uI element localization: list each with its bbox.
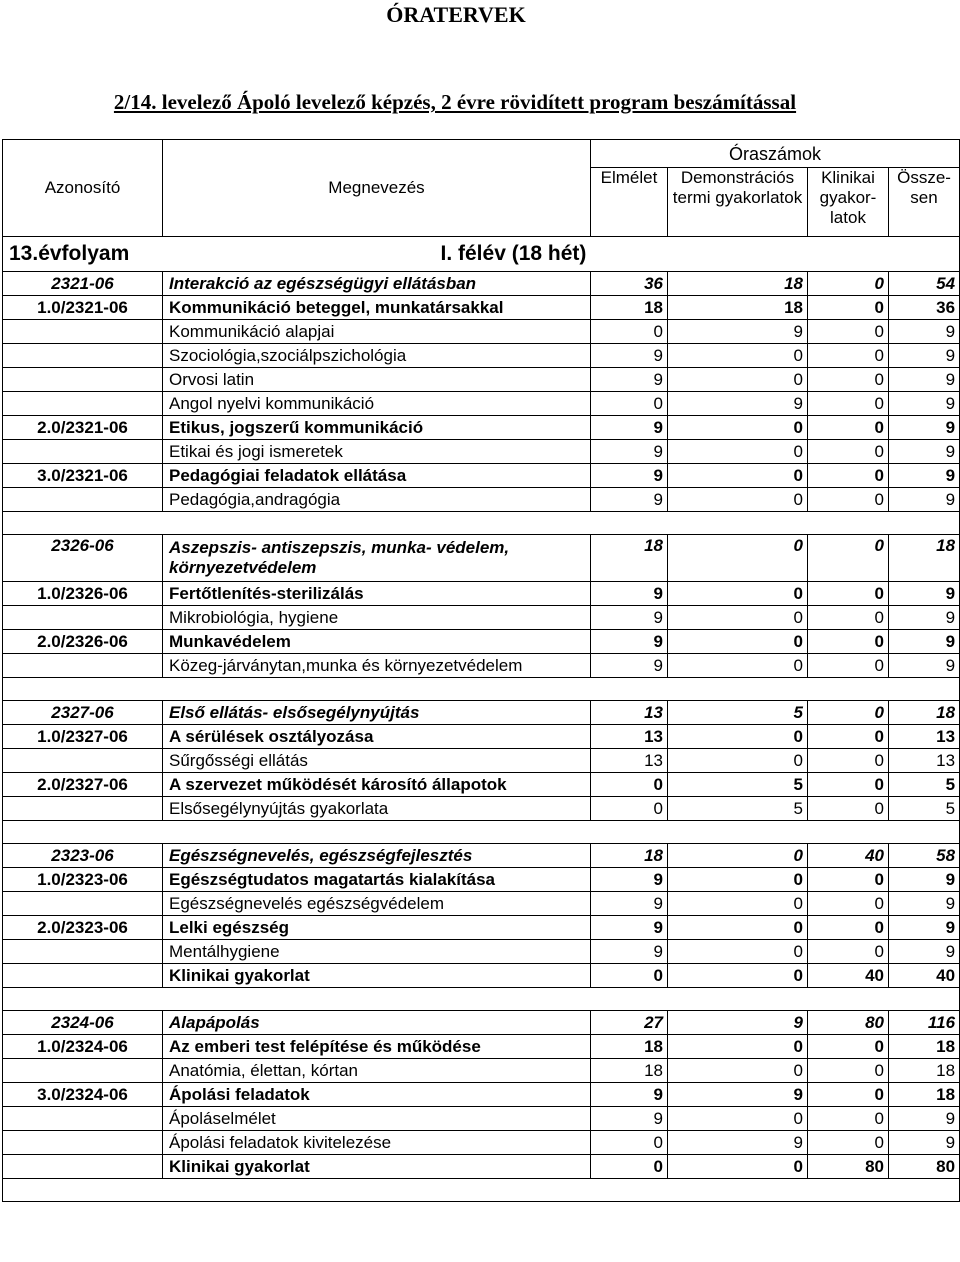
module-row — [3, 1083, 960, 1107]
row-osszesen: 9 — [889, 320, 960, 344]
row-name: A sérülések osztályozása — [163, 725, 591, 749]
row-name: Fertőtlenítés-sterilizálás — [163, 582, 591, 606]
unit-row — [3, 701, 960, 725]
row-demo: 0 — [668, 606, 808, 630]
row-osszesen: 18 — [889, 1035, 960, 1059]
row-id — [3, 749, 163, 773]
row-name: Interakció az egészségügyi ellátásban — [163, 272, 591, 296]
row-osszesen: 9 — [889, 344, 960, 368]
row-name: Lelki egészség — [163, 916, 591, 940]
spacer-row — [3, 821, 960, 844]
row-demo: 0 — [668, 940, 808, 964]
row-elmelet: 0 — [591, 320, 668, 344]
spacer-row — [3, 678, 960, 701]
row-klinikai: 0 — [808, 1035, 889, 1059]
spacer-row — [3, 1179, 960, 1202]
row-klinikai: 0 — [808, 344, 889, 368]
module-row — [3, 464, 960, 488]
row-id: 3.0/2324-06 — [3, 1083, 163, 1107]
row-osszesen: 18 — [889, 1059, 960, 1083]
row-demo: 0 — [668, 654, 808, 678]
row-klinikai: 0 — [808, 725, 889, 749]
row-elmelet: 18 — [591, 1035, 668, 1059]
unit-row — [3, 272, 960, 296]
row-klinikai: 0 — [808, 296, 889, 320]
spacer-cell — [3, 988, 960, 1011]
module-row — [3, 582, 960, 606]
row-klinikai: 0 — [808, 272, 889, 296]
row-osszesen: 9 — [889, 488, 960, 512]
page-title: ÓRATERVEK — [386, 2, 526, 27]
row-elmelet: 13 — [591, 725, 668, 749]
row-klinikai: 40 — [808, 964, 889, 988]
row-klinikai: 0 — [808, 582, 889, 606]
row-elmelet: 9 — [591, 1083, 668, 1107]
semester-row — [3, 237, 960, 272]
row-name: Pedagógiai feladatok ellátása — [163, 464, 591, 488]
row-osszesen: 58 — [889, 844, 960, 868]
subject-row — [3, 606, 960, 630]
row-name: Aszepszis- antiszepszis, munka- védelem, környezetvédelem — [163, 535, 591, 582]
row-osszesen: 9 — [889, 392, 960, 416]
module-row — [3, 964, 960, 988]
row-id: 2.0/2321-06 — [3, 416, 163, 440]
row-name: Alapápolás — [163, 1011, 591, 1035]
row-name: Munkavédelem — [163, 630, 591, 654]
row-elmelet: 18 — [591, 844, 668, 868]
row-demo: 0 — [668, 368, 808, 392]
row-osszesen: 18 — [889, 535, 960, 582]
row-osszesen: 9 — [889, 1107, 960, 1131]
row-klinikai: 0 — [808, 488, 889, 512]
row-demo: 9 — [668, 392, 808, 416]
row-osszesen: 18 — [889, 701, 960, 725]
row-id: 2323-06 — [3, 844, 163, 868]
row-name: Ápolási feladatok — [163, 1083, 591, 1107]
module-row — [3, 1035, 960, 1059]
row-demo: 0 — [668, 630, 808, 654]
subject-row — [3, 797, 960, 821]
row-klinikai: 0 — [808, 1131, 889, 1155]
row-demo: 0 — [668, 582, 808, 606]
row-demo: 0 — [668, 535, 808, 582]
row-osszesen: 36 — [889, 296, 960, 320]
row-osszesen: 5 — [889, 773, 960, 797]
row-id — [3, 1155, 163, 1179]
row-id: 2326-06 — [3, 535, 163, 582]
unit-row — [3, 844, 960, 868]
row-elmelet: 9 — [591, 488, 668, 512]
row-klinikai: 0 — [808, 940, 889, 964]
row-id — [3, 654, 163, 678]
row-elmelet: 36 — [591, 272, 668, 296]
curriculum-table-body — [3, 140, 960, 1202]
row-klinikai: 80 — [808, 1155, 889, 1179]
row-osszesen: 80 — [889, 1155, 960, 1179]
row-demo: 0 — [668, 964, 808, 988]
year-label: 13.évfolyam — [3, 237, 163, 272]
row-demo: 0 — [668, 1059, 808, 1083]
header-elmelet: Elmélet — [591, 168, 668, 237]
row-elmelet: 9 — [591, 440, 668, 464]
row-klinikai: 0 — [808, 1083, 889, 1107]
row-osszesen: 54 — [889, 272, 960, 296]
row-demo: 5 — [668, 773, 808, 797]
subject-row — [3, 1059, 960, 1083]
row-klinikai: 0 — [808, 701, 889, 725]
row-klinikai: 0 — [808, 892, 889, 916]
row-id: 1.0/2324-06 — [3, 1035, 163, 1059]
row-klinikai: 0 — [808, 654, 889, 678]
row-klinikai: 0 — [808, 1059, 889, 1083]
row-id: 1.0/2321-06 — [3, 296, 163, 320]
row-name: Egészségnevelés, egészségfejlesztés — [163, 844, 591, 868]
header-klinikai: Klinikai gyakor-latok — [808, 168, 889, 237]
row-name: Ápolási feladatok kivitelezése — [163, 1131, 591, 1155]
row-elmelet: 9 — [591, 464, 668, 488]
row-osszesen: 9 — [889, 416, 960, 440]
spacer-row — [3, 512, 960, 535]
row-name: Etikus, jogszerű kommunikáció — [163, 416, 591, 440]
unit-row — [3, 1011, 960, 1035]
row-osszesen: 9 — [889, 440, 960, 464]
row-id — [3, 1131, 163, 1155]
row-osszesen: 40 — [889, 964, 960, 988]
row-name: Klinikai gyakorlat — [163, 964, 591, 988]
row-elmelet: 0 — [591, 964, 668, 988]
row-osszesen: 9 — [889, 606, 960, 630]
row-klinikai: 0 — [808, 392, 889, 416]
row-elmelet: 9 — [591, 606, 668, 630]
row-klinikai: 0 — [808, 868, 889, 892]
row-name: Elsősegélynyújtás gyakorlata — [163, 797, 591, 821]
row-id — [3, 440, 163, 464]
row-id: 1.0/2323-06 — [3, 868, 163, 892]
header-row-top — [3, 140, 960, 168]
row-id: 2321-06 — [3, 272, 163, 296]
subject-row — [3, 1131, 960, 1155]
row-demo: 0 — [668, 916, 808, 940]
row-name: Kommunikáció alapjai — [163, 320, 591, 344]
header-megnevezes: Megnevezés — [163, 140, 591, 237]
row-demo: 9 — [668, 1011, 808, 1035]
row-id — [3, 940, 163, 964]
row-elmelet: 9 — [591, 1107, 668, 1131]
program-subtitle: 2/14. levelező Ápoló levelező képzés, 2 évre rövidített program beszámítással — [113, 90, 797, 114]
module-row — [3, 630, 960, 654]
row-name: Etikai és jogi ismeretek — [163, 440, 591, 464]
row-elmelet: 0 — [591, 797, 668, 821]
row-name: Közeg-járványtan,munka és környezetvédelem — [163, 654, 591, 678]
row-demo: 5 — [668, 797, 808, 821]
row-id — [3, 1107, 163, 1131]
row-id: 2327-06 — [3, 701, 163, 725]
row-klinikai: 0 — [808, 440, 889, 464]
row-demo: 9 — [668, 1083, 808, 1107]
header-azonosito: Azonosító — [3, 140, 163, 237]
row-osszesen: 5 — [889, 797, 960, 821]
row-demo: 0 — [668, 488, 808, 512]
row-osszesen: 18 — [889, 1083, 960, 1107]
row-demo: 18 — [668, 296, 808, 320]
row-demo: 0 — [668, 416, 808, 440]
spacer-cell — [3, 821, 960, 844]
row-id: 3.0/2321-06 — [3, 464, 163, 488]
row-elmelet: 18 — [591, 1059, 668, 1083]
row-klinikai: 0 — [808, 535, 889, 582]
row-elmelet: 0 — [591, 392, 668, 416]
row-klinikai: 0 — [808, 1107, 889, 1131]
row-name: Pedagógia,andragógia — [163, 488, 591, 512]
subject-row — [3, 344, 960, 368]
row-klinikai: 0 — [808, 464, 889, 488]
row-klinikai: 0 — [808, 916, 889, 940]
row-osszesen: 9 — [889, 916, 960, 940]
row-id — [3, 344, 163, 368]
row-name: Az emberi test felépítése és működése — [163, 1035, 591, 1059]
row-id — [3, 964, 163, 988]
module-row — [3, 296, 960, 320]
row-id — [3, 606, 163, 630]
row-elmelet: 0 — [591, 773, 668, 797]
row-elmelet: 9 — [591, 654, 668, 678]
module-row — [3, 1155, 960, 1179]
subject-row — [3, 749, 960, 773]
row-elmelet: 13 — [591, 749, 668, 773]
row-osszesen: 13 — [889, 749, 960, 773]
spacer-cell — [3, 678, 960, 701]
row-klinikai: 80 — [808, 1011, 889, 1035]
row-demo: 9 — [668, 1131, 808, 1155]
row-elmelet: 9 — [591, 344, 668, 368]
row-name: Ápoláselmélet — [163, 1107, 591, 1131]
row-demo: 0 — [668, 1035, 808, 1059]
row-elmelet: 13 — [591, 701, 668, 725]
row-osszesen: 9 — [889, 892, 960, 916]
row-osszesen: 9 — [889, 940, 960, 964]
subject-row — [3, 368, 960, 392]
header-oraszamok: Óraszámok — [591, 140, 960, 168]
curriculum-table — [2, 139, 960, 1202]
row-klinikai: 0 — [808, 606, 889, 630]
row-elmelet: 18 — [591, 296, 668, 320]
row-id: 2.0/2326-06 — [3, 630, 163, 654]
module-row — [3, 916, 960, 940]
row-elmelet: 9 — [591, 940, 668, 964]
row-osszesen: 9 — [889, 368, 960, 392]
row-demo: 0 — [668, 892, 808, 916]
row-osszesen: 9 — [889, 654, 960, 678]
subject-row — [3, 392, 960, 416]
row-osszesen: 9 — [889, 582, 960, 606]
module-row — [3, 725, 960, 749]
row-klinikai: 0 — [808, 773, 889, 797]
row-elmelet: 9 — [591, 630, 668, 654]
row-klinikai: 0 — [808, 416, 889, 440]
row-id — [3, 1059, 163, 1083]
row-name: Egészségnevelés egészségvédelem — [163, 892, 591, 916]
row-id — [3, 797, 163, 821]
row-elmelet: 27 — [591, 1011, 668, 1035]
row-name: Kommunikáció beteggel, munkatársakkal — [163, 296, 591, 320]
row-demo: 9 — [668, 320, 808, 344]
unit-row — [3, 535, 960, 582]
row-elmelet: 0 — [591, 1155, 668, 1179]
header-osszesen: Össze-sen — [889, 168, 960, 237]
row-klinikai: 0 — [808, 749, 889, 773]
row-demo: 0 — [668, 1107, 808, 1131]
spacer-cell — [3, 1179, 960, 1202]
module-row — [3, 868, 960, 892]
row-demo: 0 — [668, 1155, 808, 1179]
row-elmelet: 0 — [591, 1131, 668, 1155]
row-name: Klinikai gyakorlat — [163, 1155, 591, 1179]
row-id: 1.0/2326-06 — [3, 582, 163, 606]
row-id — [3, 892, 163, 916]
header-demo: Demonstrációs termi gyakorlatok — [668, 168, 808, 237]
row-name: Mikrobiológia, hygiene — [163, 606, 591, 630]
spacer-cell — [3, 512, 960, 535]
subject-row — [3, 488, 960, 512]
row-demo: 0 — [668, 844, 808, 868]
row-osszesen: 116 — [889, 1011, 960, 1035]
row-osszesen: 9 — [889, 630, 960, 654]
module-row — [3, 416, 960, 440]
row-elmelet: 9 — [591, 916, 668, 940]
row-elmelet: 9 — [591, 368, 668, 392]
row-elmelet: 9 — [591, 416, 668, 440]
row-id — [3, 392, 163, 416]
spacer-row — [3, 988, 960, 1011]
subject-row — [3, 440, 960, 464]
row-id — [3, 368, 163, 392]
row-name: Első ellátás- elsősegélynyújtás — [163, 701, 591, 725]
row-name: Sűrgősségi ellátás — [163, 749, 591, 773]
row-elmelet: 9 — [591, 892, 668, 916]
subject-row — [3, 320, 960, 344]
row-id: 1.0/2327-06 — [3, 725, 163, 749]
row-name: Orvosi latin — [163, 368, 591, 392]
row-osszesen: 9 — [889, 1131, 960, 1155]
row-demo: 0 — [668, 725, 808, 749]
row-demo: 0 — [668, 749, 808, 773]
row-elmelet: 9 — [591, 868, 668, 892]
row-osszesen: 9 — [889, 464, 960, 488]
row-id: 2.0/2323-06 — [3, 916, 163, 940]
row-name: Angol nyelvi kommunikáció — [163, 392, 591, 416]
module-row — [3, 773, 960, 797]
row-id: 2324-06 — [3, 1011, 163, 1035]
row-id: 2.0/2327-06 — [3, 773, 163, 797]
row-demo: 0 — [668, 868, 808, 892]
row-klinikai: 40 — [808, 844, 889, 868]
subject-row — [3, 940, 960, 964]
row-klinikai: 0 — [808, 368, 889, 392]
row-demo: 0 — [668, 464, 808, 488]
row-osszesen: 13 — [889, 725, 960, 749]
row-id — [3, 320, 163, 344]
row-id — [3, 488, 163, 512]
row-demo: 5 — [668, 701, 808, 725]
row-elmelet: 9 — [591, 582, 668, 606]
row-klinikai: 0 — [808, 320, 889, 344]
row-demo: 0 — [668, 344, 808, 368]
row-osszesen: 9 — [889, 868, 960, 892]
row-demo: 18 — [668, 272, 808, 296]
row-name: Egészségtudatos magatartás kialakítása — [163, 868, 591, 892]
subject-row — [3, 892, 960, 916]
row-elmelet: 18 — [591, 535, 668, 582]
row-name: Mentálhygiene — [163, 940, 591, 964]
subject-row — [3, 654, 960, 678]
subject-row — [3, 1107, 960, 1131]
row-klinikai: 0 — [808, 630, 889, 654]
row-demo: 0 — [668, 440, 808, 464]
row-klinikai: 0 — [808, 797, 889, 821]
row-name: Szociológia,szociálpszichológia — [163, 344, 591, 368]
term-label: I. félév (18 hét) — [163, 237, 960, 272]
row-name: Anatómia, élettan, kórtan — [163, 1059, 591, 1083]
row-name: A szervezet működését károsító állapotok — [163, 773, 591, 797]
